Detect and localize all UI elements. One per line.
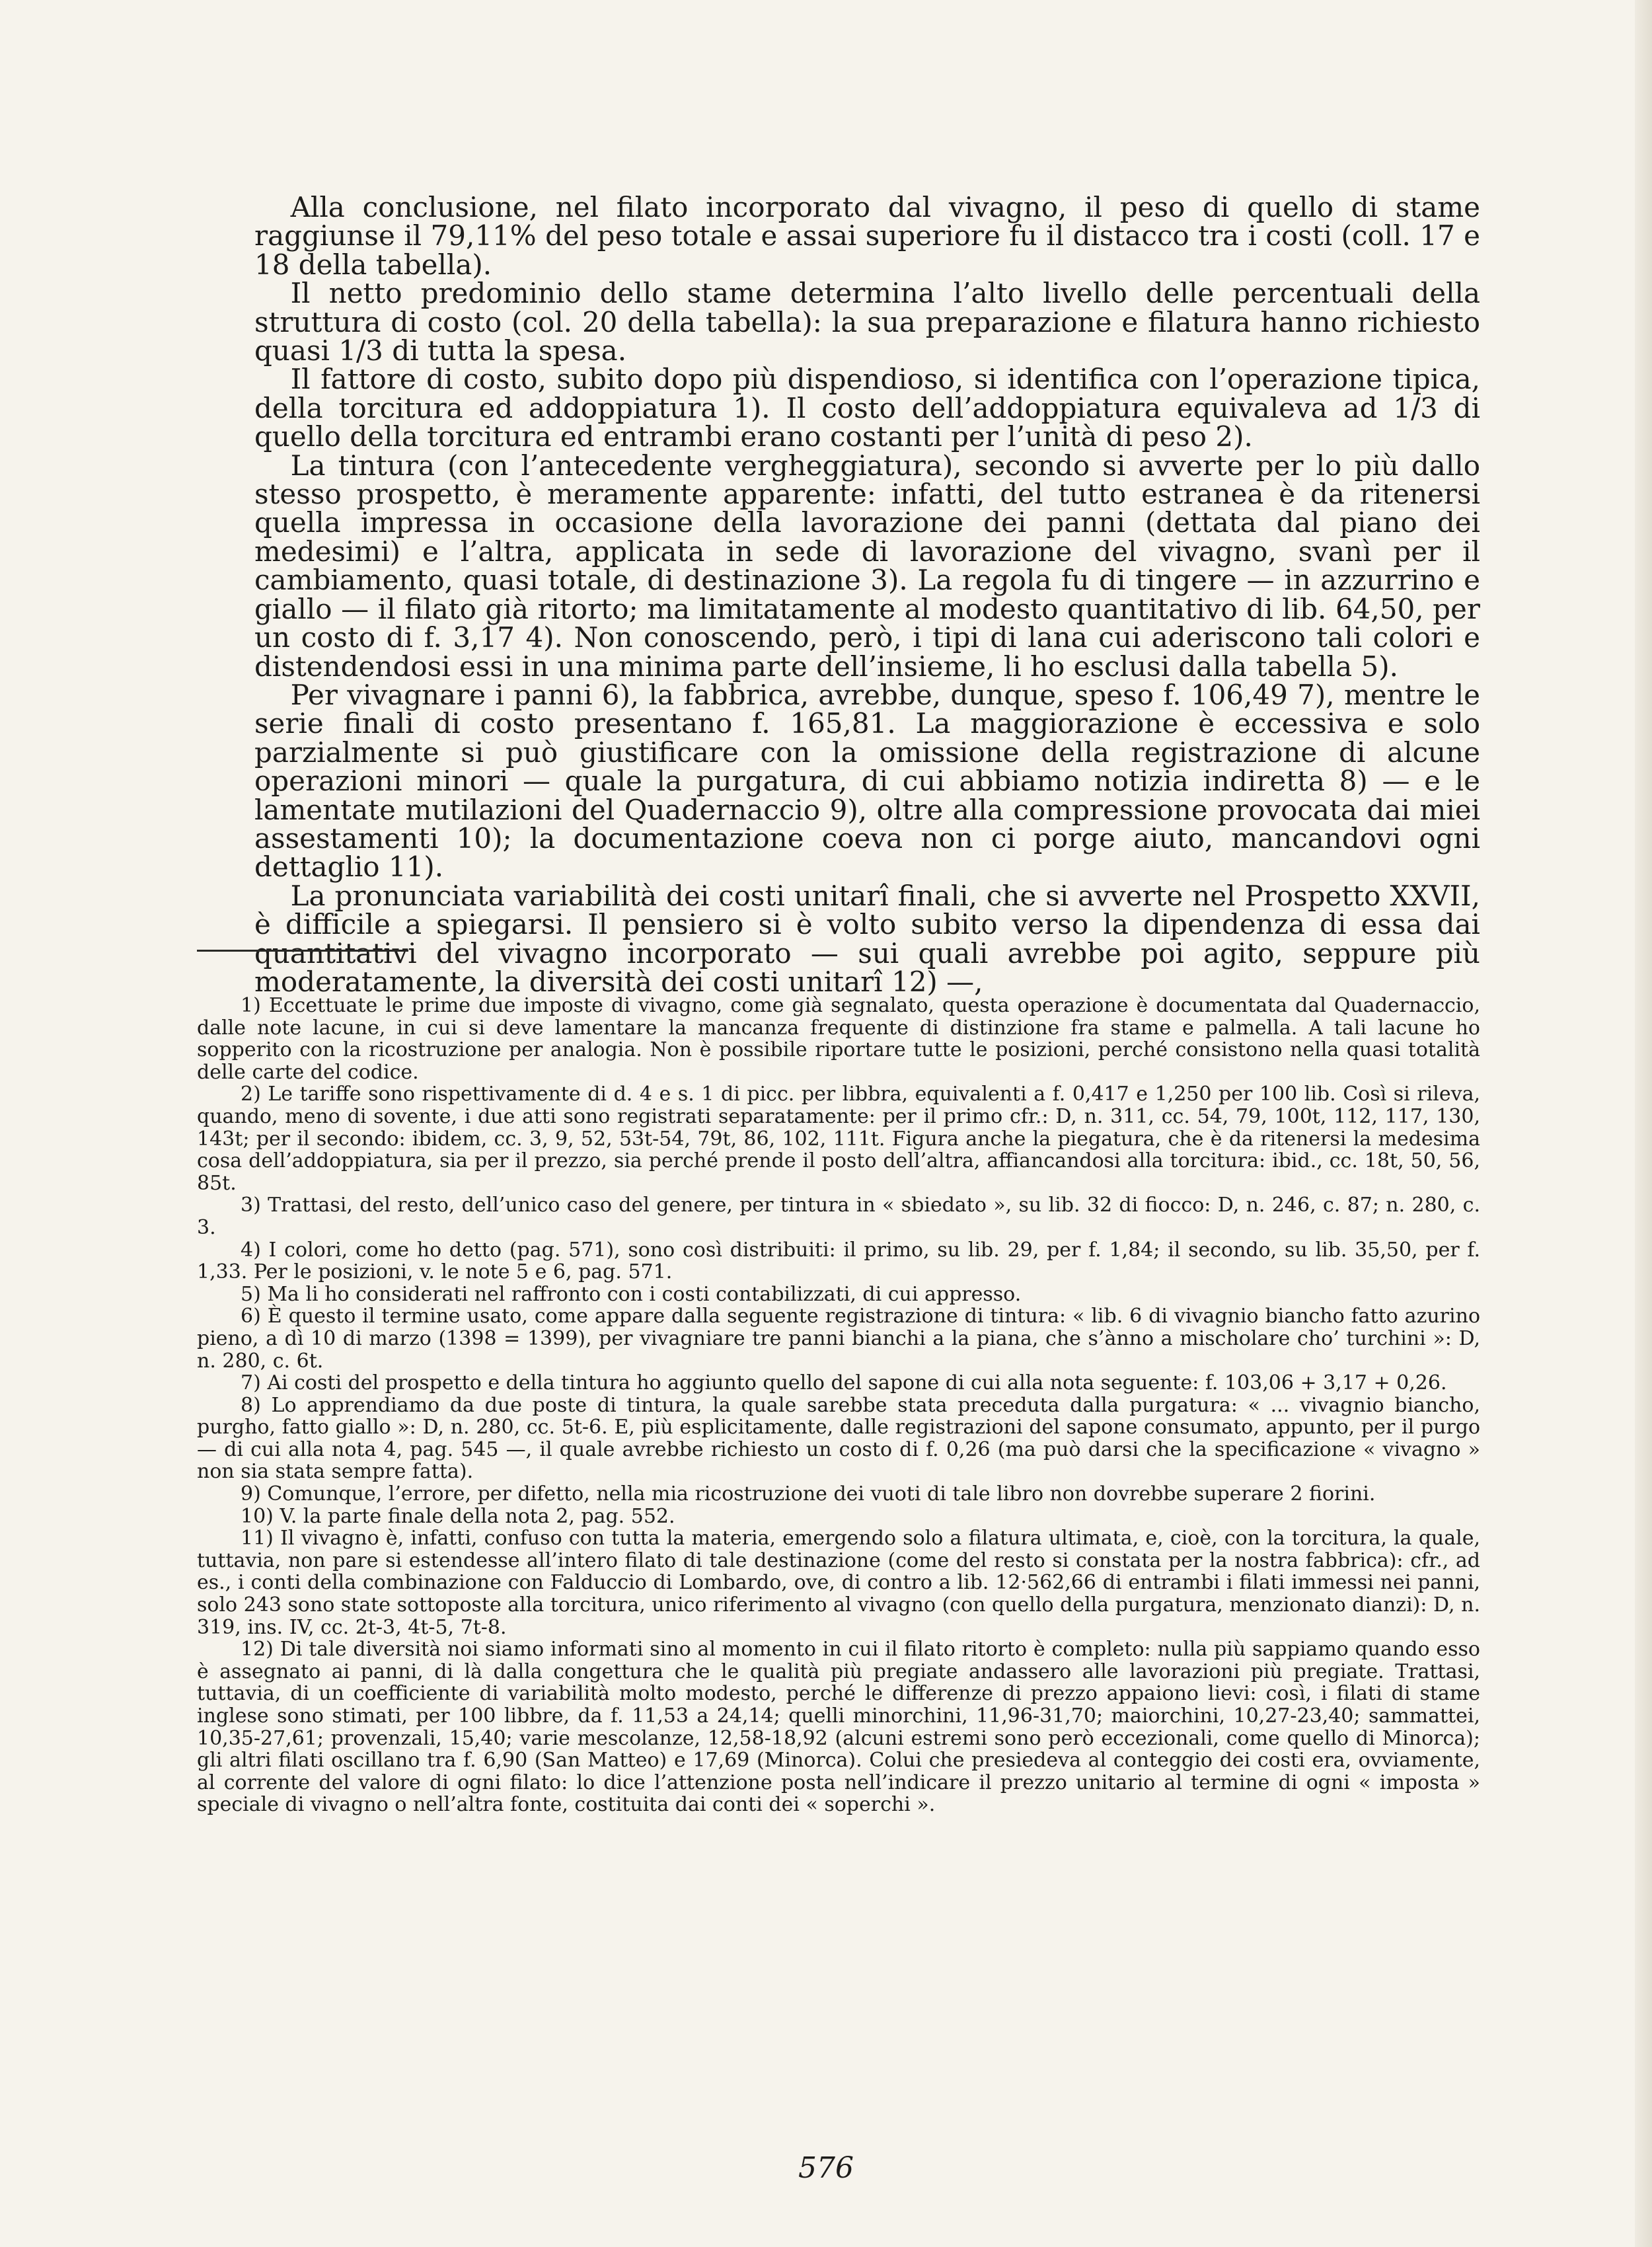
paragraph-6: La pronunciata variabilità dei costi unitarî finali, che si avverte nel Prospetto XXVII, è difficile a spiegarsi. Il pensiero si è volto subito verso la dipendenza di essa dai quantitativi del vivagno incorporato — sui quali avrebbe poi agito, seppure più moderatamente, la diversità dei costi unitarî 12) —, xyxy=(254,879,1480,998)
paragraph-5: Per vivagnare i panni 6), la fabbrica, avrebbe, dunque, speso f. 106,49 7), mentre le serie finali di costo presentano f. 165,81. La maggiorazione è eccessiva e solo parzialmente si può giustificare con la omissione della registrazione di alcune operazioni minori — quale la purgatura, di cui abbiamo notizia indiretta 8) — e le lamentate mutilazioni del Quadernaccio 9), oltre alla compressione provocata dai miei assestamenti 10); la documentazione coeva non ci porge aiuto, mancandovi ogni dettaglio 11). xyxy=(254,678,1480,884)
footnote-4: 4) I colori, come ho detto (pag. 571), sono così distribuiti: il primo, su lib. 29, per f. 1,84; il secondo, su lib. 35,50, per f. 1,33. Per le posizioni, v. le note 5 e 6, pag. 571. xyxy=(197,1238,1480,1284)
paragraph-1: Alla conclusione, nel filato incorporato dal vivagno, il peso di quello di stame raggiunse il 79,11% del peso totale e assai superiore fu il distacco tra i costi (coll. 17 e 18 della tabella). xyxy=(254,191,1480,281)
main-text xyxy=(254,193,1480,996)
paragraph-4: La tintura (con l’antecedente vergheggiatura), secondo si avverte per lo più dallo stesso prospetto, è meramente apparente: infatti, del tutto estranea è da ritenersi quella impressa in occasione della lavorazione dei panni (dettata dal piano dei medesimi) e l’altra, applicata in sede di lavorazione del vivagno, svanì per il cambiamento, quasi totale, di destinazione 3). La regola fu di tingere — in azzurrino e giallo — il filato già ritorto; ma limitatamente al modesto quantitativo di lib. 64,50, per un costo di f. 3,17 4). Non conoscendo, però, i tipi di lana cui aderiscono tali colori e distendendosi essi in una minima parte dell’insieme, li ho esclusi dalla tabella 5). xyxy=(254,449,1480,683)
footnote-divider xyxy=(197,950,408,952)
footnote-7: 7) Ai costi del prospetto e della tintura ho aggiunto quello del sapone di cui alla nota seguente: f. 103,06 + 3,17 + 0,26. xyxy=(241,1371,1447,1395)
footnote-8: 8) Lo apprendiamo da due poste di tintura, la quale sarebbe stata preceduta dalla purgatura: « ... vivagnio biancho, purgho, fatto giallo »: D, n. 280, cc. 5t-6. E, più esplicitamente, dalle registrazioni del sapone consumato, appunto, per il purgo — di cui alla nota 4, pag. 545 —, il quale avrebbe richiesto un costo di f. 0,26 (ma può darsi che la specificazione « vivagno » non sia stata sempre fatta). xyxy=(197,1393,1480,1484)
footnote-1: 1) Eccettuate le prime due imposte di vivagno, come già segnalato, questa operazione è documentata dal Quadernaccio, dalle note lacune, in cui si deve lamentare la mancanza frequente di distinzione fra stame e palmella. A tali lacune ho sopperito con la ricostruzione per analogia. Non è possibile riportare tutte le posizioni, perché consistono nella quasi totalità delle carte del codice. xyxy=(197,994,1480,1084)
paragraph-3: Il fattore di costo, subito dopo più dispendioso, si identifica con l’operazione tipica, della torcitura ed addoppiatura 1). Il costo dell’addoppiatura equivaleva ad 1/3 di quello della torcitura ed entrambi erano costanti per l’unità di peso 2). xyxy=(254,363,1480,453)
footnote-9: 9) Comunque, l’errore, per difetto, nella mia ricostruzione dei vuoti di tale libro non dovrebbe superare 2 fiorini. xyxy=(241,1482,1376,1506)
footnote-12: 12) Di tale diversità noi siamo informati sino al momento in cui il filato ritorto è completo: nulla più sappiamo quando esso è assegnato ai panni, di là dalla congettura che le qualità più pregiate andassero alle lavorazioni più pregiate. Trattasi, tuttavia, di un coefficiente di variabilità molto modesto, perché le differenze di prezzo appaiono lievi: così, i filati di stame inglese sono stimati, per 100 libbre, da f. 11,53 a 24,14; quelli minorchini, 11,96-31,70; maiorchini, 10,27-23,40; sammattei, 10,35-27,61; provenzali, 15,40; varie mescolanze, 12,58-18,92 (alcuni estremi sono però eccezionali, come quello di Minorca); gli altri filati oscillano tra f. 6,90 (San Matteo) e 17,69 (Minorca). Colui che presiedeva al conteggio dei costi era, ovviamente, al corrente del valore di ogni filato: lo dice l’attenzione posta nell’indicare il prezzo unitario al termine di ogni « imposta » speciale di vivagno o nell’altra fonte, costituita dai conti dei « soperchi ». xyxy=(197,1638,1480,1817)
footnote-5: 5) Ma li ho considerati nel raffronto con i costi contabilizzati, di cui appresso. xyxy=(241,1282,1022,1306)
paragraph-2: Il netto predominio dello stame determina l’alto livello delle percentuali della struttura di costo (col. 20 della tabella): la sua preparazione e filatura hanno richiesto quasi 1/3 di tutta la spesa. xyxy=(254,277,1480,367)
footnote-3: 3) Trattasi, del resto, dell’unico caso del genere, per tintura in « sbiedato », su lib. 32 di fiocco: D, n. 246, c. 87; n. 280, c. 3. xyxy=(197,1194,1480,1239)
footnotes xyxy=(197,995,1480,1816)
page-edge xyxy=(1635,0,1652,2247)
footnote-6: 6) È questo il termine usato, come appare dalla seguente registrazione di tintura: « lib. 6 di vivagnio biancho fatto azurino pieno, a dì 10 di marzo (1398 = 1399), per vivagniare tre panni bianchi a la piana, che s’ànno a mischolare cho’ turchini »: D, n. 280, c. 6t. xyxy=(197,1305,1480,1373)
footnote-2: 2) Le tariffe sono rispettivamente di d. 4 e s. 1 di picc. per libbra, equivalenti a f. 0,417 e 1,250 per 100 lib. Così si rileva, quando, meno di sovente, i due atti sono registrati separatamente: per il primo cfr.: D, n. 311, cc. 54, 79, 100t, 112, 117, 130, 143t; per il secondo: ibidem, cc. 3, 9, 52, 53t-54, 79t, 86, 102, 111t. Figura anche la piegatura, che è da ritenersi la medesima cosa dell’addoppiatura, sia per il prezzo, sia perché prende il posto dell’altra, affiancandosi alla torcitura: ibid., cc. 18t, 50, 56, 85t. xyxy=(197,1083,1480,1195)
page-number: 576 xyxy=(798,2151,854,2185)
footnote-10: 10) V. la parte finale della nota 2, pag. 552. xyxy=(241,1504,675,1528)
footnote-11: 11) Il vivagno è, infatti, confuso con tutta la materia, emergendo solo a filatura ultimata, e, cioè, con la torcitura, la quale, tuttavia, non pare si estendesse all’intero filato di tale destinazione (come del resto si constata per la nostra fabbrica): cfr., ad es., i conti della combinazione con Falduccio di Lombardo, ove, di contro a lib. 12·562,66 di entrambi i filati immessi nei panni, solo 243 sono state sottoposte alla torcitura, unico riferimento al vivagno (con quello della purgatura, menzionato dianzi): D, n. 319, ins. IV, cc. 2t-3, 4t-5, 7t-8. xyxy=(197,1527,1480,1639)
